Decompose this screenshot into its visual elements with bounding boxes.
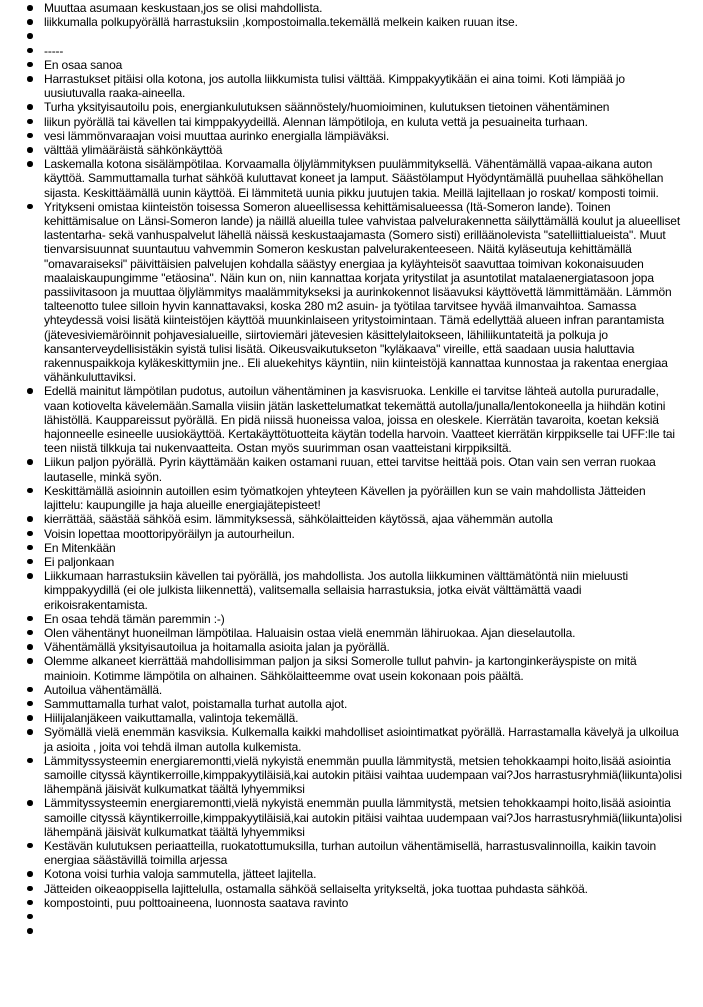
list-item: Liikkumaan harrastuksiin kävellen tai pyörällä, jos mahdollista. Jos autolla liikkuminen välttämätöntä niin mieluusti kimppakyydillä (ei ole julkista liikennettä), valitsemalla sellaisia harrastuksia, jotka eivät välttämättä vaadi erikoisrakentamista. [0,569,703,612]
list-item: Edellä mainitut lämpötilan pudotus, autoilun vähentäminen ja kasvisruoka. Lenkille ei tarvitse lähteä autolla pururadalle, vaan kotiovelta kävelemään.Samalla viisiin jätän laskettelumatkat tekemättä autolla/junalla/lentokoneella ja hiihdän kotini lähistöllä. Kauppareissut pyörällä. En pidä niissä huoneissa valoa, joissa en oleskele. Kierrätän tavaroita, koetan keksiä hajonneelle esineelle uusiokäyttöä. Kertakäyttötuotteita käytän todella harvoin. Vaatteet kierrätän kirppiksellе tai UFF:lle tai teen niistä tilkkuja tai nukenvaatteita. Ostan myös suurimman osan vaatteistani kirppiksiltä. [0,384,703,455]
list-item: Liikun paljon pyörällä. Pyrin käyttämään kaiken ostamani ruuan, ettei tarvitse heittää pois. Otan vain sen verran ruokaa lautaselle, minkä syön. [0,455,703,483]
list-item: Harrastukset pitäisi olla kotona, jos autolla liikkumista tulisi välttää. Kimppakyytikään ei aina toimi. Koti lämpiää jo uusiutuvalla raaka-aineella. [0,72,703,100]
list-item: Kotona voisi turhia valoja sammutella, jätteet lajitella. [0,867,703,881]
list-item: Muuttaa asumaan keskustaan,jos se olisi mahdollista. [0,1,703,15]
list-item: Olen vähentänyt huoneilman lämpötilaa. Haluaisin ostaa vielä enemmän lähiruokaa. Ajan dieselautolla. [0,626,703,640]
list-item [0,924,703,938]
list-item: välttää ylimääräistä sähkönkäyttöä [0,143,703,157]
list-item: vesi lämmönvaraajan voisi muuttaa aurinko energialla lämpiäväksi. [0,129,703,143]
list-item: Jätteiden oikeaoppisella lajittelulla, ostamalla sähköä sellaiselta yritykseltä, joka tuottaa puhdasta sähköä. [0,882,703,896]
list-item: Syömällä vielä enemmän kasviksia. Kulkemalla kaikki mahdolliset asiointimatkat pyörällä. Harrastamalla kävelyä ja ulkoilua ja asioita , joita voi tehdä ilman autolla kulkemista. [0,725,703,753]
list-item: Voisin lopettaa moottoripyöräilyn ja autourheilun. [0,527,703,541]
list-item: kompostointi, puu polttoaineena, luonnosta saatava ravinto [0,896,703,910]
list-item: Autoilua vähentämällä. [0,683,703,697]
list-item: Vähentämällä yksityisautoilua ja hoitamalla asioita jalan ja pyörällä. [0,640,703,654]
list-item: Sammuttamalla turhat valot, poistamalla turhat autolla ajot. [0,697,703,711]
list-item: kierrättää, säästää sähköä esim. lämmityksessä, sähkölaitteiden käytössä, ajaa vähemmän autolla [0,512,703,526]
list-item: Keskittämällä asioinnin autoillen esim työmatkojen yhteyteen Kävellen ja pyöräillen kun se vain mahdollista Jätteiden lajittelu: kaupungille ja haja alueille energiajätepisteet! [0,484,703,512]
list-item: ----- [0,44,703,58]
list-item [0,910,703,924]
list-item: Lämmityssysteemin energiaremontti,vielä nykyistä enemmän puulla lämmitystä, metsien tehokkaampi hoito,lisää asiointia samoille cityssä käyntikerroille,kimppakyytiläisiä,kai autokin pitäisi vaihtaa uudempaan vai?Jos harrastusryhmiä(liikunta)olisi lähempänä jäisivät kulkumatkat täältä lyhyemmiksi [0,754,703,797]
list-item: liikkumalla polkupyörällä harrastuksiin ,kompostoimalla.tekemällä melkein kaiken ruuan itse. [0,15,703,29]
list-item: Hiilijalanjäkeen vaikuttamalla, valintoja tekemällä. [0,711,703,725]
list-item: Kestävän kulutuksen periaatteilla, ruokatottumuksilla, turhan autoilun vähentämisellä, harrastusvalinnoilla, kaikin tavoin energiaa säästävillä toimilla arjessa [0,839,703,867]
list-item: En Mitenkään [0,541,703,555]
list-item: Lämmityssysteemin energiaremontti,vielä nykyistä enemmän puulla lämmitystä, metsien tehokkaampi hoito,lisää asiointia samoille cityssä käyntikerroille,kimppakyytiläisiä,kai autokin pitäisi vaihtaa uudempaan vai?Jos harrastusryhmiä(liikunta)olisi lähempänä jäisivät kulkumatkat täältä lyhyemmiksi [0,796,703,839]
list-item: Ei paljonkaan [0,555,703,569]
list-item: Yritykseni omistaa kiinteistön toisessa Someron alueellisessa kehittämisalueessa (Itä-Someron lande). Toinen kehittämisalue on Länsi-Someron lande) ja näillä alueilla tulee vahvistaa palvelurakennetta säilyttämällä koulut ja alueelliset lastentarha- sekä vanhuspalvelut lähellä näissä keskustaajamasta (Somero sisti) erilläänolevista "satelliittialueista". Muut tienvarsisuunnat suuntautuu vahvemmin Someron keskustan palvelurakenteeseen. Näitä kyläseutuja kehittämällä "omavaraiseksi" päivittäisien palvelujen kohdalla säästyy energiaa ja kyläyhteisöt saavuttaa toimivan kokonaisuuden maalaiskaupungimme "etäosina". Näin kun on, niin kannattaa korjata yritystilat ja asuntotilat matalaenergiatasoon jopa passiivitasoon ja muuttaa öljylämmitys maalämmitykseksi ja aurinkokennot lisäavuksi käyttövettä lämmittämään. Lämmön talteenotto tulee silloin hyvin kannattavaksi, koska 280 m2 asuin- ja työtilaa tarvitsee hyvää ilmanvaihtoa. Samassa yhteydessä voisi lisätä kiinteistöjen käyttöä muunkinlaiseen yritystoimintaan. Tämä edellyttää alueen infran parantamista (jätevesiviemäröinnit pohjavesialueille, siirtoviemäri jätevesien käsittelylaitokseen, lähiliikuntateitä ja polkuja jo kansanterveydellisistäkin syistä tulisi lisätä. Oikeusvaikutukseton "kyläkaava" vireille, että saadaan uusia haluttavia rakennuspaikkoja kyläkeskittymiin jne.. Eli aluekehitys käyntiin, niin kiinteistöjä kannattaa kunnostaa ja rakentaa energiaa vähänkuluttaviksi. [0,200,703,385]
list-item: En osaa sanoa [0,58,703,72]
list-item: Olemme alkaneet kierrättää mahdollisimman paljon ja siksi Somerolle tullut pahvin- ja kartonginkeräyspiste on mitä mainioin. Kotimme lämpötila on alhainen. Sähkölaitteemme ovat usein kokonaan pois päältä. [0,654,703,682]
list-item: Laskemalla kotona sisälämpötilaa. Korvaamalla öljylämmityksen puulämmityksellä. Vähentämällä vapaa-aikana auton käyttöä. Sammuttamalla turhat sähköä kuluttavat koneet ja lamput. Säästölamput Hyödyntämällä puuhellaa sähköhellan sijasta. Keskittäämällä uunin käyttöä. Ei lämmitetä uunia pikku juutujen takia. Meillä lajitellaan jo roskat/ komposti toimii. [0,157,703,200]
list-item [0,29,703,43]
list-item: En osaa tehdä tämän paremmin :-) [0,612,703,626]
list-item: Turha yksityisautoilu pois, energiankulutuksen säännöstely/huomioiminen, kulutuksen tietoinen vähentäminen [0,100,703,114]
list-item: liikun pyörällä tai kävellen tai kimppakyydeillä. Alennan lämpötiloja, en kuluta vettä ja pesuaineita turhaan. [0,115,703,129]
